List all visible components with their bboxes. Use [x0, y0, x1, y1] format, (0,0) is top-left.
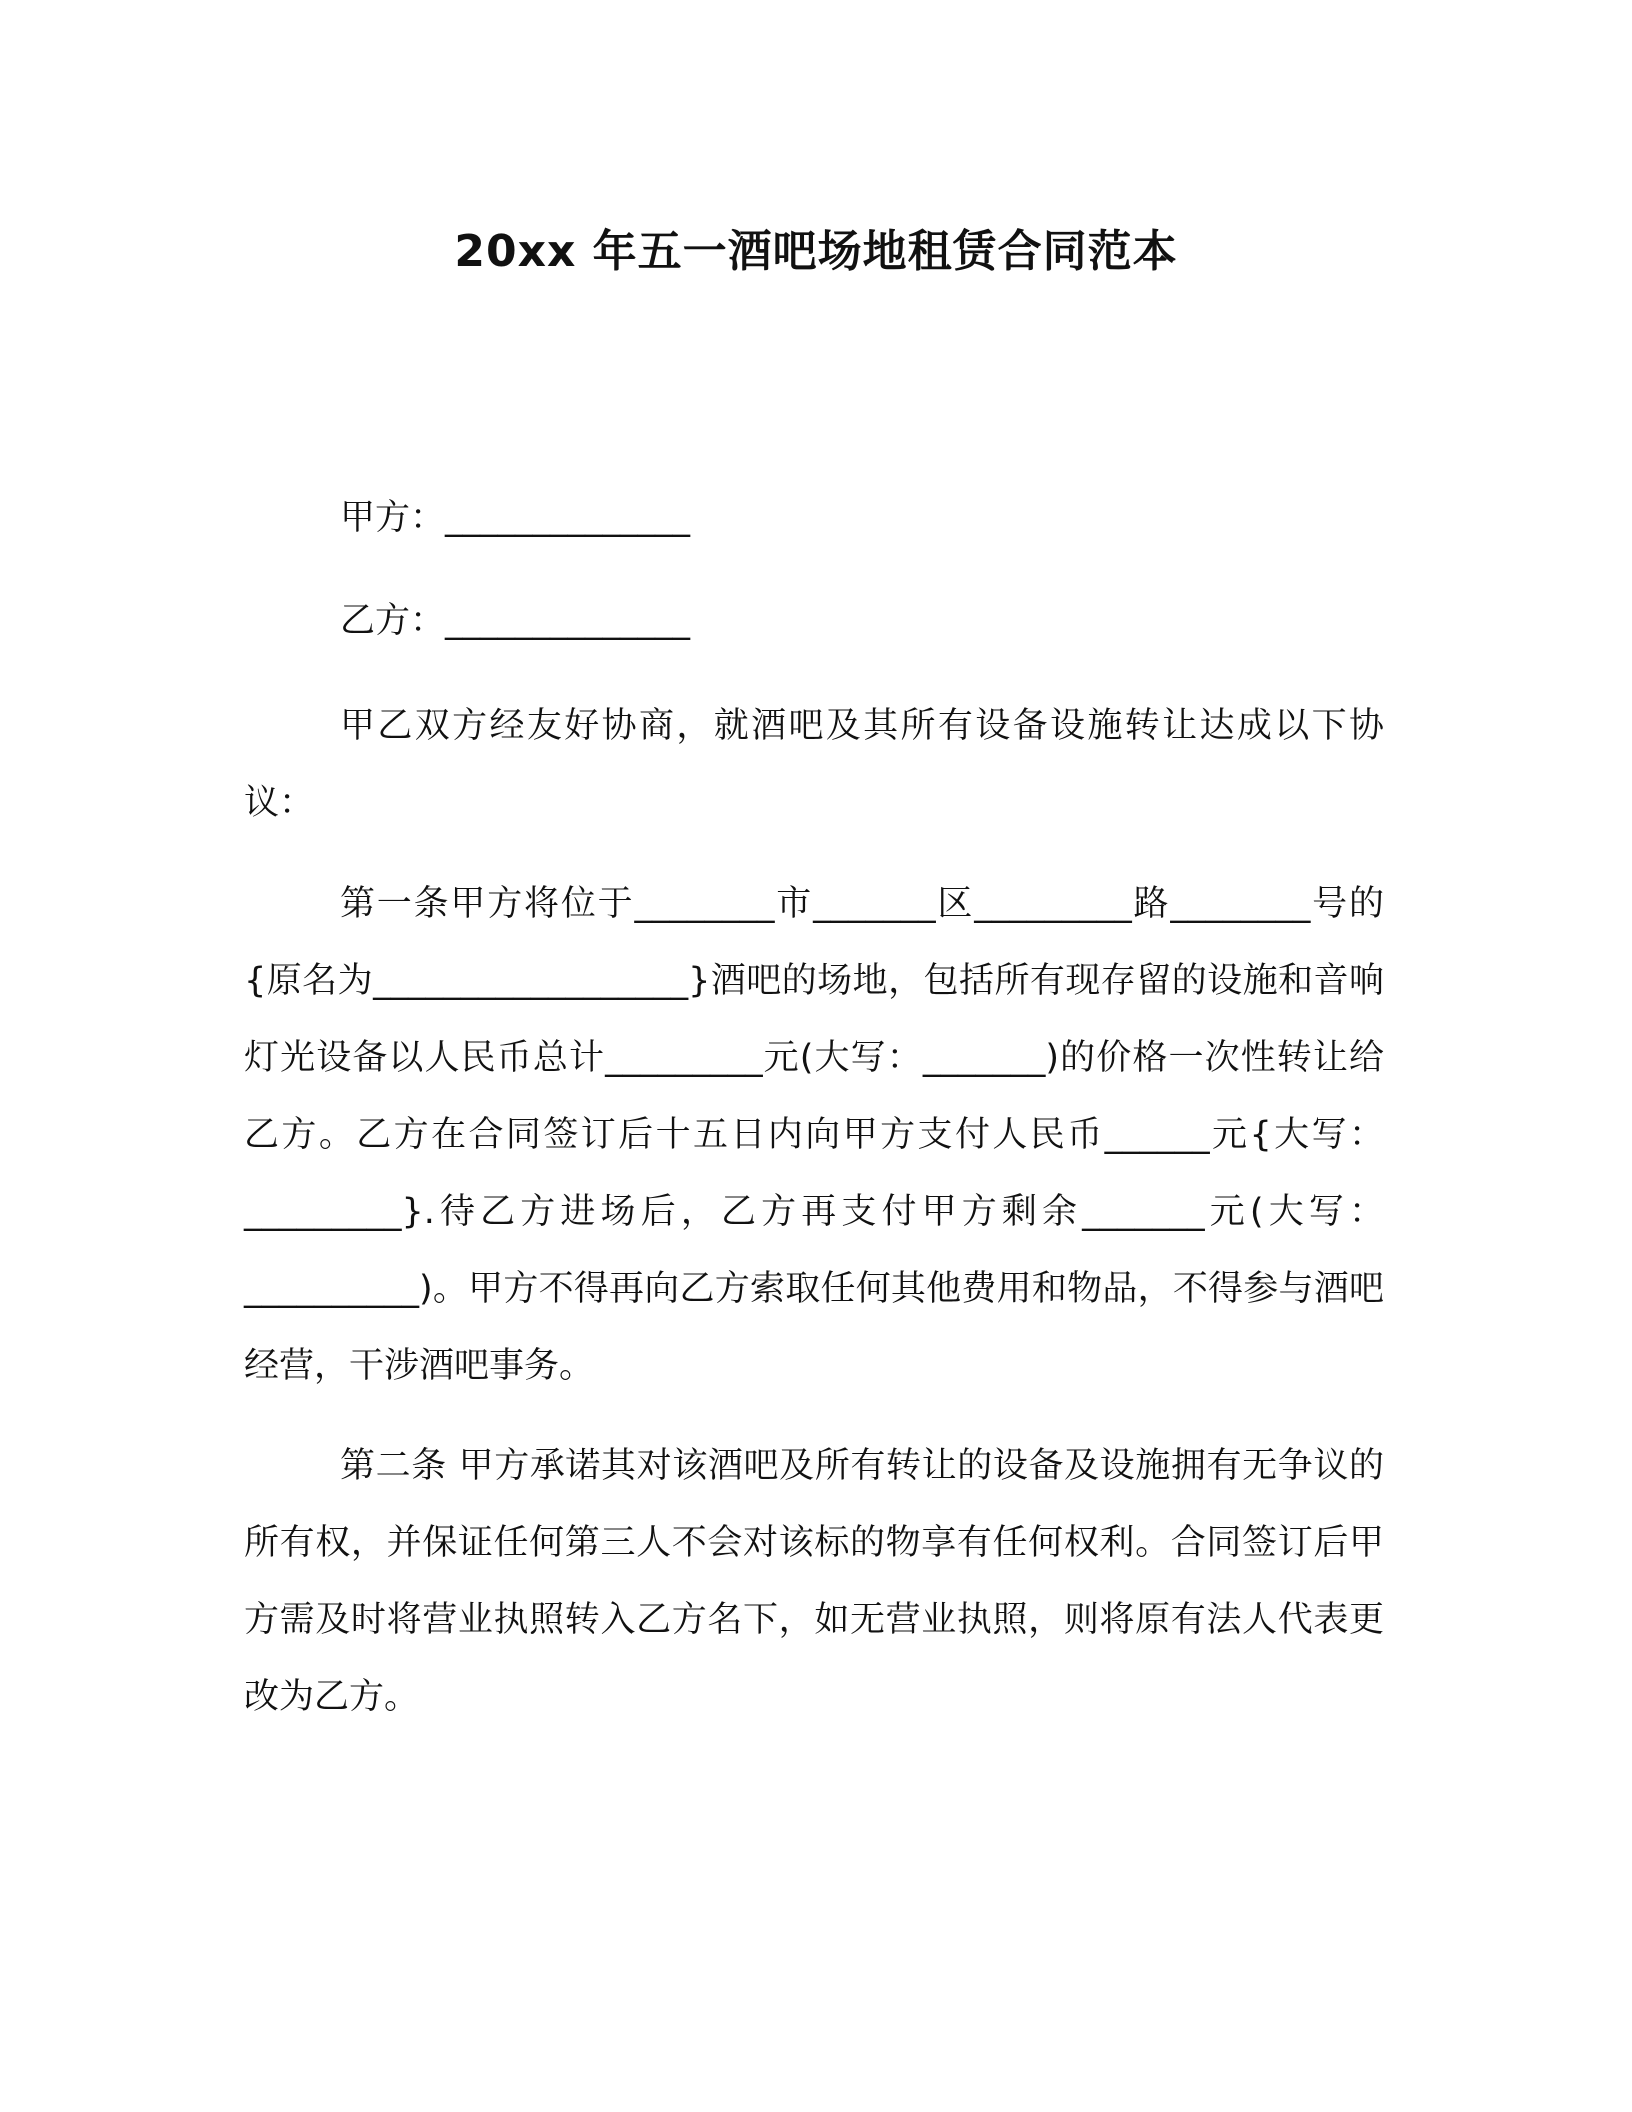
party-a-line: 甲方：______________: [340, 498, 691, 538]
party-b-line: 乙方：______________: [340, 601, 691, 641]
intro-paragraph: 甲乙双方经友好协商，就酒吧及其所有设备设施转让达成以下协议：: [244, 706, 1384, 823]
article-1-paragraph: 第一条甲方将位于________市_______区_________路________号的{原名为__________________}酒吧的场地，包括所有现存留的设施和音响灯光设备以人民币总计_________元(大写：_______)的价格一次性转让给乙方。乙方在合同签订后十五日内向甲方支付人民币______元{大写：_________}.待乙方进场后，乙方再支付甲方剩余_______元(大写：__________)。甲方不得再向乙方索取任何其他费用和物品，不得参与酒吧经营，干涉酒吧事务。: [244, 884, 1384, 1386]
article-2-paragraph: 第二条 甲方承诺其对该酒吧及所有转让的设备及设施拥有无争议的所有权，并保证任何第三人不会对该标的物享有任何权利。合同签订后甲方需及时将营业执照转入乙方名下，如无营业执照，则将原有法人代表更改为乙方。: [244, 1446, 1384, 1717]
document-title: 20xx 年五一酒吧场地租赁合同范本: [454, 226, 1178, 277]
